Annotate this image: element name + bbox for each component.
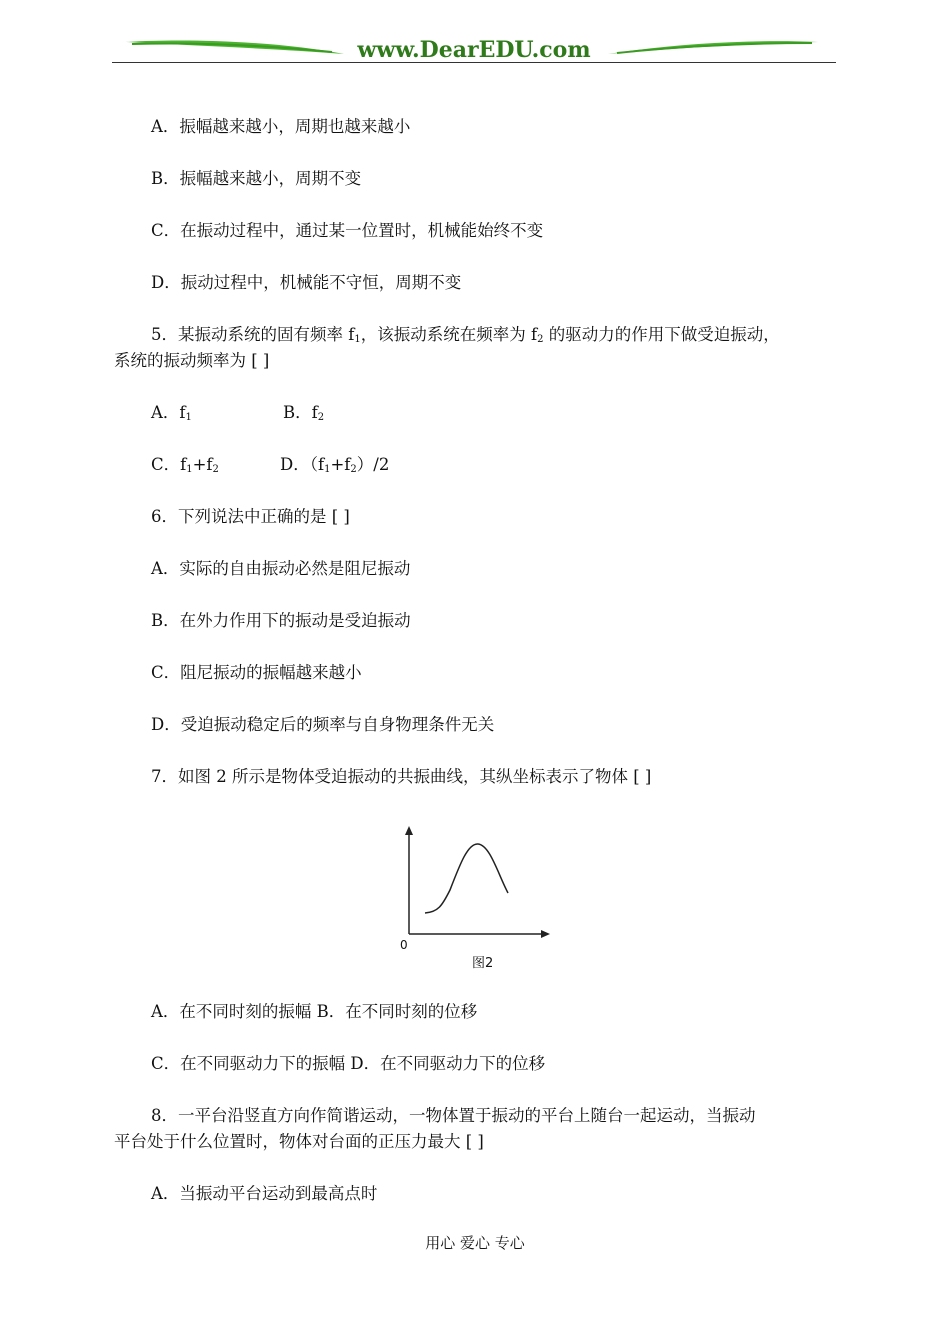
header-banner [112, 36, 838, 66]
figure-origin-label: 0 [400, 938, 408, 952]
x-axis-arrow-icon [541, 930, 550, 938]
q4-option-a: A．振幅越来越小，周期也越来越小 [151, 117, 411, 136]
q7-stem: 7．如图 2 所示是物体受迫振动的共振曲线，其纵坐标表示了物体 [ ] [151, 767, 652, 786]
site-logo: www.DearEDU.com [357, 37, 591, 63]
q4-option-b: B．振幅越来越小，周期不变 [151, 169, 362, 188]
q5-option-a: A．$f_1$ [151, 403, 192, 423]
page-footer: 用心 爱心 专心 [425, 1234, 525, 1252]
q8-option-a: A．当振动平台运动到最高点时 [151, 1184, 378, 1203]
q5-option-c: C．$f_1+f_2$ [151, 455, 219, 475]
figure-caption: 图2 [472, 956, 494, 971]
q5-option-d: D．$(f_1+f_2)/2$ [280, 455, 390, 475]
q5-stem-line2: 系统的振动频率为 [ ] [114, 351, 270, 370]
q5-option-b: B．$f_2$ [283, 403, 325, 423]
q4-option-d: D．振动过程中，机械能不守恒，周期不变 [151, 273, 462, 292]
header-divider [112, 62, 836, 63]
q6-option-b: B．在外力作用下的振动是受迫振动 [151, 611, 411, 630]
q6-option-d: D．受迫振动稳定后的频率与自身物理条件无关 [151, 715, 495, 734]
q7-options-cd: C．在不同驱动力下的振幅 D．在不同驱动力下的位移 [151, 1054, 546, 1073]
q5-stem: 5．某振动系统的固有频率 $f_1$，该振动系统在频率为 $f_2$ 的驱动力的作用下做受迫振动， [151, 325, 780, 345]
q6-option-c: C．阻尼振动的振幅越来越小 [151, 663, 362, 682]
q6-option-a: A．实际的自由振动必然是阻尼振动 [151, 559, 411, 578]
q4-option-c: C．在振动过程中，通过某一位置时，机械能始终不变 [151, 221, 544, 240]
q7-options-ab: A．在不同时刻的振幅 B．在不同时刻的位移 [151, 1002, 478, 1021]
resonance-curve-figure [390, 824, 560, 974]
y-axis-arrow-icon [405, 826, 413, 835]
q8-stem-line2: 平台处于什么位置时，物体对台面的正压力最大 [ ] [114, 1132, 484, 1151]
q6-stem: 6．下列说法中正确的是 [ ] [151, 507, 350, 526]
q8-stem: 8．一平台沿竖直方向作简谐运动，一物体置于振动的平台上随台一起运动，当振动 [151, 1106, 756, 1125]
resonance-curve [425, 844, 508, 913]
